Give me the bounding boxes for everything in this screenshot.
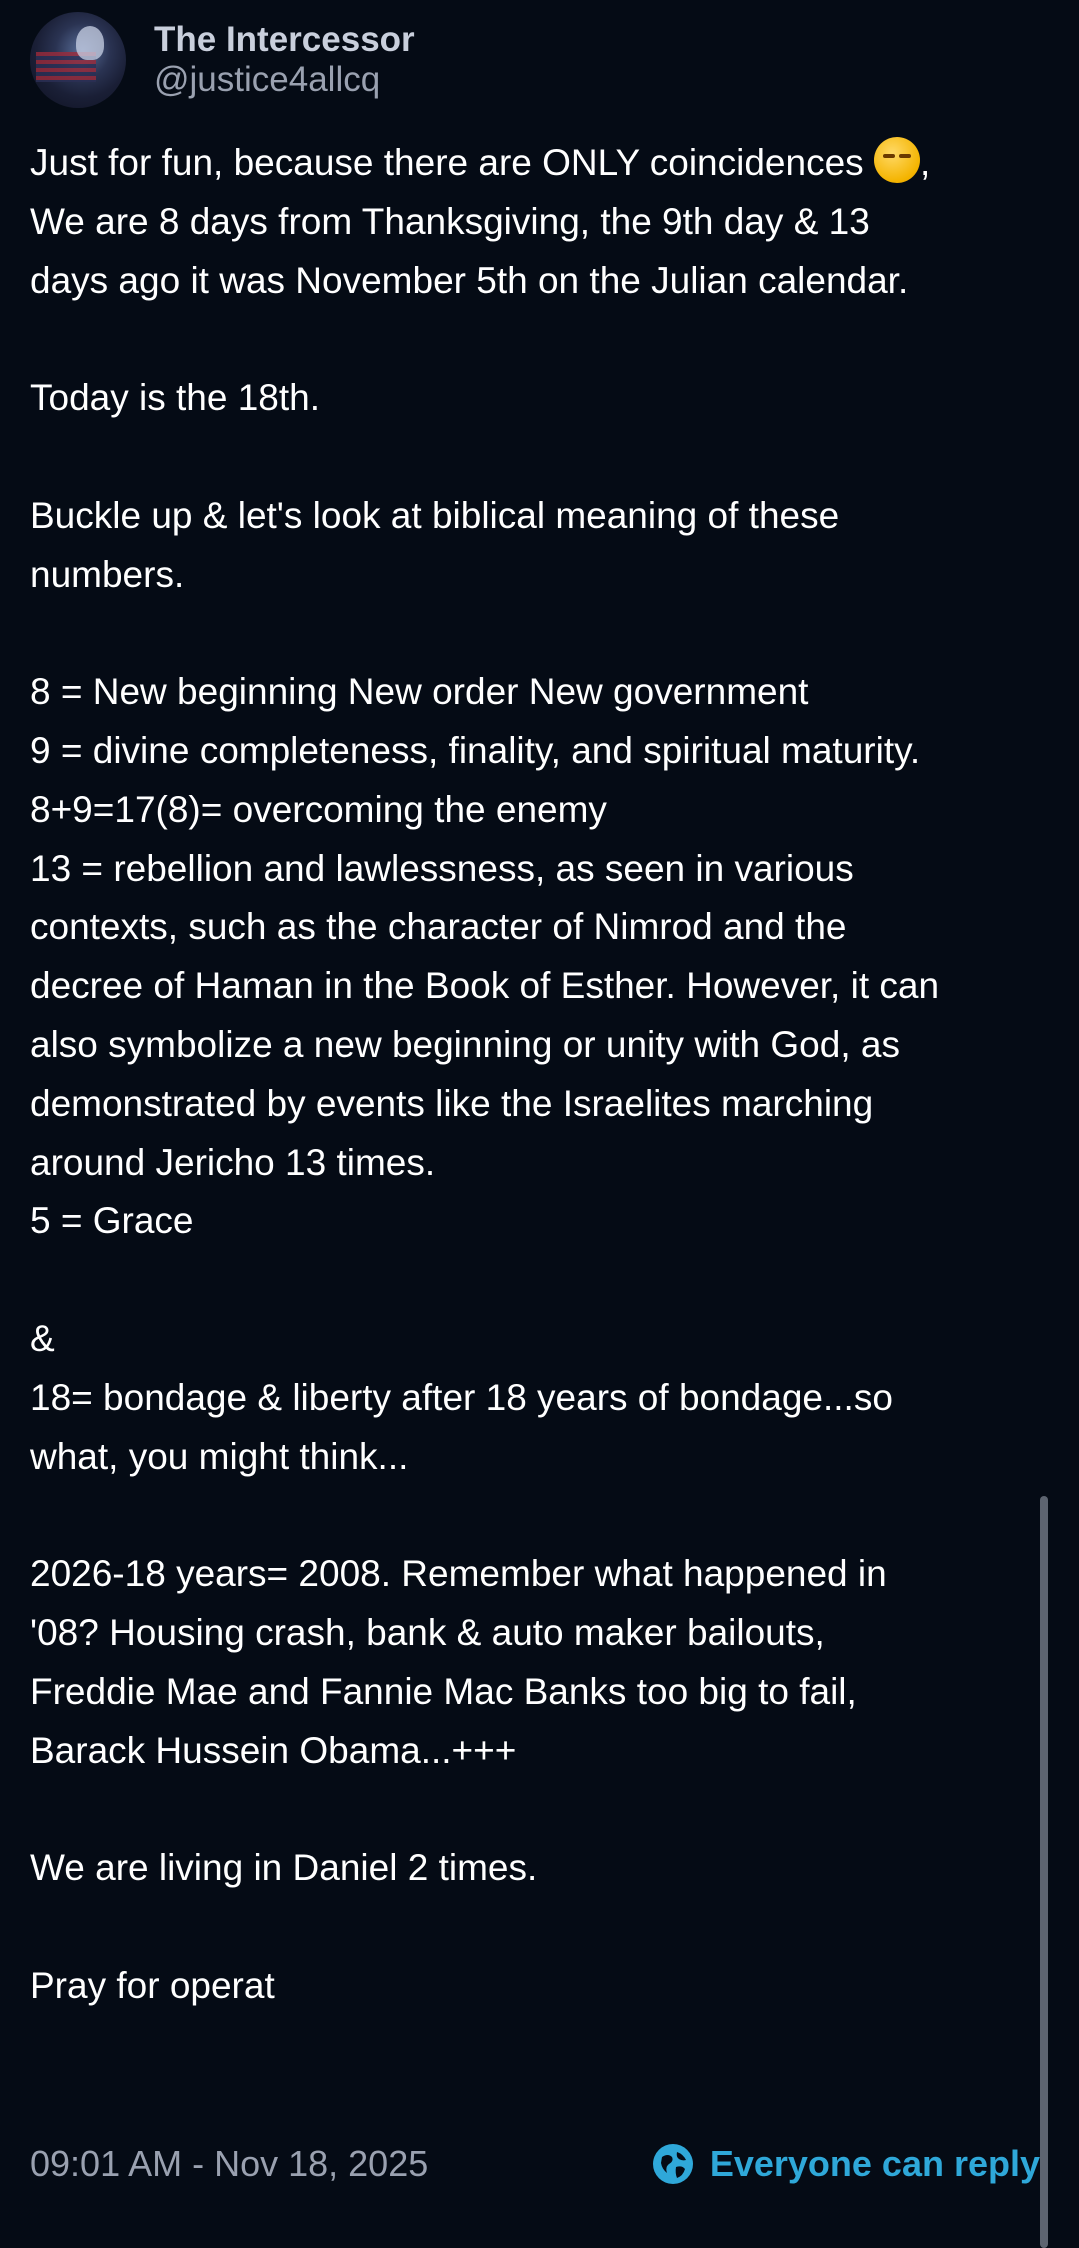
post-intro-end: ,	[919, 142, 931, 183]
author-display-name[interactable]: The Intercessor	[154, 20, 415, 59]
post-text	[30, 134, 1050, 2016]
author-names	[154, 20, 415, 100]
post-timestamp: 09:01 AM - Nov 18, 2025	[30, 2143, 429, 2184]
avatar-figure-graphic	[76, 26, 104, 60]
author-handle[interactable]: @justice4allcq	[154, 60, 381, 99]
reply-setting-label: Everyone can reply	[709, 2143, 1040, 2184]
post-body-text: We are 8 days from Thanksgiving, the 9th day & 13 days ago it was November 5th on the Julian calendar. Today is the 18th. Buckle up & let's look at biblical meaning of these numbers. 8 = New beginning New order New government 9 = divine completeness, finality, and spiritual maturity. 8+9=17(8)= overcoming the enemy 13 = rebellion and lawlessness, as seen in various contexts, such as the character of Nimrod and the decree of Haman in the Book of Esther. However, it can also symbolize a new beginning or unity with God, as demonstrated by events like the Israelites marching around Jericho 13 times. 5 = Grace & 18= bondage & liberty after 18 years of bondage...so what, you might think... 2026-18 years= 2008. Remember what happened in '08? Housing crash, bank & auto maker bailouts, Freddie Mae and Fannie Mac Banks too big to fail, Barack Hussein Obama...+++ We are living in Daniel 2 times. Pray for operat	[30, 200, 940, 2006]
post-intro: Just for fun, because there are ONLY coincidences	[30, 142, 874, 183]
scrollbar[interactable]	[1040, 1496, 1048, 2248]
smirking-face-emoji-icon	[874, 137, 920, 183]
post-header	[30, 12, 415, 108]
reply-setting[interactable]	[652, 2143, 1040, 2185]
globe-icon	[652, 2143, 694, 2185]
post-footer	[30, 2136, 1040, 2192]
avatar[interactable]	[30, 12, 126, 108]
